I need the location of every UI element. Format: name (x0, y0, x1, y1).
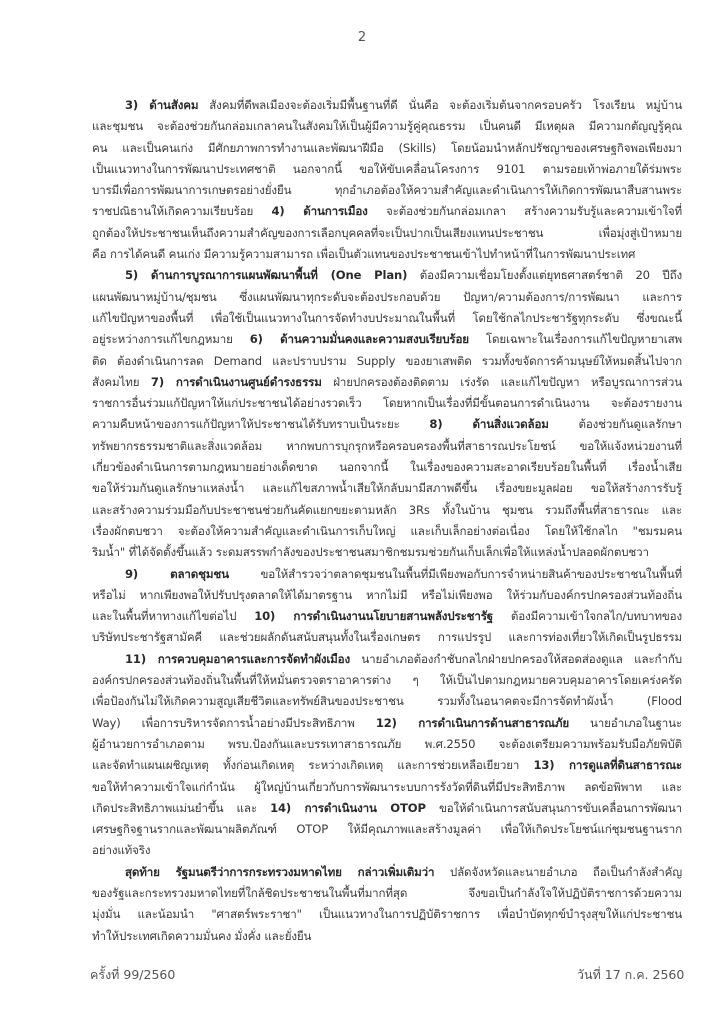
text-line (92, 670, 682, 691)
text-span: ต้องช่วยกันดูแลรักษา (548, 417, 682, 432)
text-line (92, 840, 682, 861)
paragraph (92, 265, 682, 563)
text-span: เป็นแนวทางในการพัฒนาประเทศชาติ นอกจากนี้ ขอให้ขับเคลื่อนโครงการ 9101 ตามรอยเท้าพ่อภายใต้ร่มพระ (92, 161, 682, 176)
text-span: แก้ไขปัญหาของพื้นที่ เพื่อใช้เป็นแนวทางในการจัดทำงบประมาณในพื้นที่ โดยใช้กลไกประชารัฐทุกระดับ ซึ่งขณะนี้ (92, 310, 682, 325)
bold-heading: 11) การควบคุมอาคารและการจัดทำผังเมือง (125, 651, 350, 666)
text-span: ทรัพยากรธรรมชาติและสิ่งแวดล้อม หากพบการบุกรุกหรือครอบครองพื้นที่สาธารณประโยชน์ ขอให้แจ้งหน่วยงานที่ (92, 438, 682, 453)
issue-date: วันที่ 17 ก.ค. 2560 (577, 967, 685, 982)
text-span: อยู่ระหว่างการแก้ไขกฎหมาย (92, 332, 250, 347)
text-span: เกี่ยวข้องดำเนินการตามกฎหมายอย่างเด็ดขาด นอกจากนี้ ในเรื่องของความสะอาดเรียบร้อยในพื้นที่ เรื่องน้ำเสีย (92, 460, 682, 475)
text-span: ผู้อำนวยการอำเภอตาม พรบ.ป้องกันและบรรเทาสาธารณภัย พ.ศ.2550 จะต้องเตรียมความพร้อมรับมือภัยพิบัติ (92, 736, 682, 751)
text-span: เกิดประสิทธิภาพแม่นยำขึ้น และ (92, 800, 271, 815)
text-line (92, 308, 682, 329)
text-span: เศรษฐกิจฐานรากและพัฒนาผลิตภัณฑ์ OTOP ให้มีคุณภาพและสร้างมูลค่า เพื่อให้เกิดประโยชน์แก่ชุมชนฐานราก (92, 822, 682, 837)
bold-heading: 9) ตลาดชุมชน (125, 566, 229, 581)
text-line (92, 351, 682, 372)
text-line (92, 542, 682, 563)
paragraph (92, 564, 682, 862)
text-line (92, 436, 682, 457)
text-line (92, 521, 682, 542)
text-span: และชุมชน จะต้องช่วยกันกล่อมเกลาคนในสังคมให้เป็นผู้มีความรู้คู่คุณธรรม เป็นคนดี มีเหตุผล มีความกตัญญูรู้คุณ (92, 119, 682, 134)
text-span: ขอให้ทำความเข้าใจแก่กำนัน ผู้ใหญ่บ้านเกี่ยวกับการพัฒนาระบบการรังวัดที่ดินที่มีประสิทธิภาพ ลดข้อพิพาท และ (92, 779, 682, 794)
document-body (92, 95, 682, 947)
text-line (92, 627, 682, 648)
text-line (92, 138, 682, 159)
text-line (92, 223, 682, 244)
text-span: ขอให้สำรวจว่าตลาดชุมชนในพื้นที่มีเพียงพอกับการจำหน่ายสินค้าของประชาชนในพื้นที่ (228, 566, 682, 581)
text-span: มุ่งมั่น และน้อมนำ "ศาสตร์พระราชา" เป็นแนวทางในการปฏิบัติราชการ เพื่อบำบัดทุกข์บำรุงสุขให้แก่ประชาชน (92, 907, 682, 922)
text-span: ต้องมีความเข้าใจกลไก/บทบาทของ (493, 609, 682, 624)
text-span: เรื่องผักตบชวา จะต้องให้ความสำคัญและดำเนินการเก็บใหญ่ และเก็บเล็กอย่างต่อเนื่อง โดยให้ใช้กลไก "ชมรมคน (92, 523, 682, 538)
bold-heading: 5) ด้านการบูรณาการแผนพัฒนาพื้นที่ (One Plan) (125, 268, 408, 283)
text-line (92, 755, 682, 776)
bold-heading: 7) การดำเนินงานศูนย์ดำรงธรรม (150, 374, 322, 389)
text-span: และจัดทำแผนเผชิญเหตุ ทั้งก่อนเกิดเหตุ ระหว่างเกิดเหตุ และการช่วยเหลือเยียวยา (92, 758, 534, 773)
bold-heading: 12) การดำเนินการด้านสาธารณภัย (375, 715, 569, 730)
text-line (92, 777, 682, 798)
text-span: สังคมไทย (92, 374, 151, 389)
text-line (92, 414, 682, 435)
text-line (92, 585, 682, 606)
text-line (92, 691, 682, 712)
bold-heading: 6) ด้านความมั่นคงและความสงบเรียบร้อย (249, 332, 469, 347)
text-span: และสร้างความร่วมมือกับประชาชนช่วยกันคัดแยกขยะตามหลัก 3Rs ทั้งในบ้าน ชุมชน รวมถึงพื้นที่สาธารณะ และ (92, 502, 682, 517)
text-line (92, 372, 682, 393)
text-span: อย่างแท้จริง (92, 843, 151, 858)
bold-heading: 14) การดำเนินงาน OTOP (270, 800, 426, 815)
text-line (92, 116, 682, 137)
text-line (92, 904, 682, 925)
text-line (92, 819, 682, 840)
text-line (92, 883, 682, 904)
text-line (92, 926, 682, 947)
text-span: ขอให้ร่วมกันดูแลรักษาแหล่งน้ำ และแก้ไขสภาพน้ำเสียให้กลับมามีสภาพดีขึ้น เรื่องขยะมูลฝอย ขอให้สร้างการรับรู้ (92, 481, 682, 496)
text-span: นายอำเภอในฐานะ (568, 715, 682, 730)
text-line (92, 713, 682, 734)
text-span: เพื่อป้องกันไม่ให้เกิดความสูญเสียชีวิตและทรัพย์สินของประชาชน รวมทั้งในอนาคตจะมีการจัดทำผังน้ำ (Flood (92, 694, 682, 709)
text-span: คน และเป็นคนเก่ง มีศักยภาพการทำงานและพัฒนาฝีมือ (Skills) โดยน้อมนำหลักปรัชญาของเศรษฐกิจพอเพียงมา (92, 140, 682, 155)
text-span: Way) เพื่อการบริหารจัดการน้ำอย่างมีประสิทธิภาพ (92, 715, 376, 730)
text-span: โดยเฉพาะในเรื่องการแก้ไขปัญหายาเสพ (468, 332, 682, 347)
bold-heading: 4) ด้านการเมือง (271, 204, 368, 219)
text-line (92, 287, 682, 308)
bold-heading: 3) ด้านสังคม (125, 98, 199, 112)
text-span: สังคมที่ดีพลเมืองจะต้องเริ่มมีพื้นฐานที่ดี นั่นคือ จะต้องเริ่มต้นจากครอบครัว โรงเรียน หมู่บ้าน (198, 98, 682, 112)
text-span: บริษัทประชารัฐสามัคคี และช่วยผลักดันสนับสนุนทั้งในเรื่องเกษตร การแปรรูป และการท่องเที่ยวให้เกิดเป็นรูปธรรม (92, 630, 682, 645)
text-line (92, 201, 682, 222)
bold-heading: 8) ด้านสิ่งแวดล้อม (429, 417, 549, 432)
text-span: ความคืบหน้าของการแก้ปัญหาให้ประชาชนได้รับทราบเป็นระยะ (92, 417, 430, 432)
text-line (92, 329, 682, 350)
text-line (92, 478, 682, 499)
text-span: คือ การได้คนดี คนเก่ง มีความรู้ความสามารถ เพื่อเป็นตัวแทนของประชาชนเข้าไปทำหน้าที่ในการพัฒนาประเทศ (92, 247, 636, 262)
text-span: ถูกต้องให้ประชาชนเห็นถึงความสำคัญของการเลือกบุคคลที่จะเป็นปากเป็นเสียงแทนประชาชน เพื่อมุ่งสู่เป้าหมาย (92, 225, 682, 240)
text-span: ริมน้ำ" ที่ได้จัดตั้งขึ้นแล้ว ระดมสรรพกำลังของประชาชนสมาชิกชมรมช่วยกันเก็บเล็กเพื่อให้แหล่งน้ำปลอดผักตบชวา (92, 545, 649, 560)
text-span: นายอำเภอต้องกำชับกลไกฝ่ายปกครองให้สอดส่องดูแล และกำกับ (350, 651, 682, 666)
text-line (92, 265, 682, 286)
text-line (92, 606, 682, 627)
text-span: องค์กรปกครองส่วนท้องถิ่นในพื้นที่ให้หมั่นตรวจตราอาคารต่าง ๆ ให้เป็นไปตามกฎหมายควบคุมอาคารโดยเคร่งครัด (92, 673, 682, 688)
text-span: ทำให้ประเทศเกิดความมั่นคง มั่งคั่ง และยั่งยืน (92, 928, 312, 943)
bold-heading: สุดท้าย รัฐมนตรีว่าการกระทรวงมหาดไทย กล่าวเพิ่มเติมว่า (125, 864, 435, 879)
text-line (92, 500, 682, 521)
page-number: 2 (357, 30, 367, 45)
text-line (92, 798, 682, 819)
text-line (92, 95, 682, 116)
text-span: หรือไม่ หากเพียงพอให้ปรับปรุงตลาดให้ได้มาตรฐาน หากไม่มี หรือไม่เพียงพอ ให้ร่วมกับองค์กรปกครองส่วนท้องถิ่น (92, 587, 682, 602)
text-line (92, 649, 682, 670)
text-line (92, 393, 682, 414)
text-span: บารมีเพื่อการพัฒนาการเกษตรอย่างยั่งยืน ทุกอำเภอต้องให้ความสำคัญและดำเนินการให้เกิดการพัฒนาสืบสานพระ (92, 183, 682, 198)
text-span: จะต้องช่วยกันกล่อมเกลา สร้างความรับรู้และความเข้าใจที่ (367, 204, 682, 219)
text-span: ราชการอื่นร่วมแก้ปัญหาให้แก่ประชาชนได้อย่างรวดเร็ว โดยหากเป็นเรื่องที่มีขั้นตอนการดำเนินงาน จะต้องรายงาน (92, 396, 682, 411)
issue-number: ครั้งที่ 99/2560 (90, 967, 176, 982)
text-line (92, 159, 682, 180)
bold-heading: 10) การดำเนินงานนโยบายสานพลังประชารัฐ (254, 609, 494, 624)
text-span: แผนพัฒนาหมู่บ้าน/ชุมชน ซึ่งแผนพัฒนาทุกระดับจะต้องประกอบด้วย ปัญหา/ความต้องการ/การพัฒนา และการ (92, 289, 682, 304)
text-line (92, 180, 682, 201)
text-span: ปลัดจังหวัดและนายอำเภอ ถือเป็นกำลังสำคัญ (434, 864, 682, 879)
text-span: ขอให้ดำเนินการสนับสนุนการขับเคลื่อนการพัฒนา (425, 800, 682, 815)
text-line (92, 564, 682, 585)
text-span: ติด ต้องดำเนินการลด Demand และปราบปราม Supply ของยาเสพติด รวมทั้งขจัดการค้ามนุษย์ให้หมดสิ้นไปจาก (92, 353, 682, 368)
text-line (92, 457, 682, 478)
text-line (92, 734, 682, 755)
text-span: ต้องมีความเชื่อมโยงตั้งแต่ยุทธศาสตร์ชาติ 20 ปีถึง (407, 268, 682, 283)
text-span: ราชปณิธานให้เกิดความเรียบร้อย (92, 204, 272, 219)
text-line (92, 244, 682, 265)
paragraph (92, 862, 682, 947)
bold-heading: 13) การดูแลที่ดินสาธารณะ (533, 758, 682, 773)
text-span: ฝ่ายปกครองต้องติดตาม เร่งรัด และแก้ไขปัญหา หรือบูรณาการส่วน (321, 374, 682, 389)
paragraph (92, 95, 682, 265)
text-span: และในพื้นที่หาทางแก้ไขต่อไป (92, 609, 255, 624)
text-span: ของรัฐและกระทรวงมหาดไทยที่ใกล้ชิดประชาชนในพื้นที่มากที่สุด จึงขอเป็นกำลังใจให้ปฏิบัติราชการด้วยความ (92, 885, 682, 900)
text-line (92, 862, 682, 883)
